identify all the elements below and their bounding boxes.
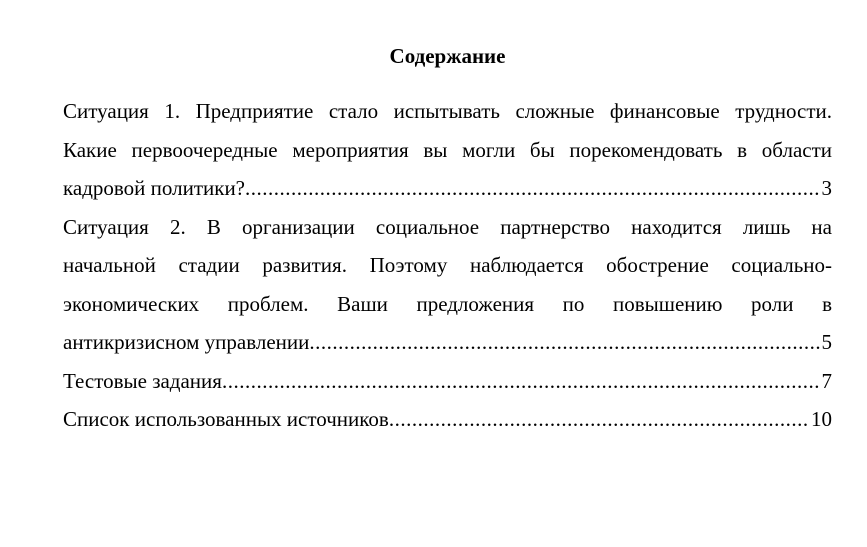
toc-entry-line: Какие первоочередные мероприятия вы могли бы порекомендовать в области <box>63 137 832 162</box>
toc-entry-last-line <box>63 362 832 401</box>
toc-entry-line: начальной стадии развития. Поэтому наблюдается обострение социально- <box>63 253 832 277</box>
document-page <box>63 40 832 439</box>
toc-entry-situation-1[interactable] <box>63 92 832 208</box>
toc-entry-last-line <box>63 169 832 208</box>
toc-entry-last-line <box>63 323 832 362</box>
toc-entry-text: антикризисном управлении <box>63 330 310 354</box>
toc-entry-lines <box>63 208 832 324</box>
toc-entry-text: Список использованных источников <box>63 407 389 431</box>
toc-entry-test-tasks[interactable] <box>63 362 832 401</box>
toc-entry-text: Тестовые задания <box>63 368 222 393</box>
dot-leader <box>222 362 820 401</box>
dot-leader <box>389 400 809 439</box>
dot-leader <box>309 323 819 362</box>
toc-page-number: 5 <box>821 330 832 354</box>
toc-entry-references[interactable] <box>63 400 832 439</box>
toc-entry-line: Ситуация 2. В организации социальное партнерство находится лишь на <box>63 214 832 239</box>
toc-title: Содержание <box>389 44 506 68</box>
toc-entry-last-line <box>63 400 832 439</box>
toc-page-number: 7 <box>821 368 832 393</box>
toc-entry-line: Ситуация 1. Предприятие стало испытывать сложные финансовые трудности. <box>63 99 832 123</box>
toc-page-number: 10 <box>811 407 832 431</box>
toc-entry-text: кадровой политики? <box>63 176 246 200</box>
dot-leader <box>245 169 819 208</box>
toc-entry-line: экономических проблем. Ваши предложения по повышению роли в <box>63 291 832 316</box>
toc-entry-situation-2[interactable] <box>63 208 832 362</box>
toc-list <box>63 92 832 439</box>
toc-page-number: 3 <box>821 176 832 200</box>
toc-entry-lines <box>63 92 832 169</box>
